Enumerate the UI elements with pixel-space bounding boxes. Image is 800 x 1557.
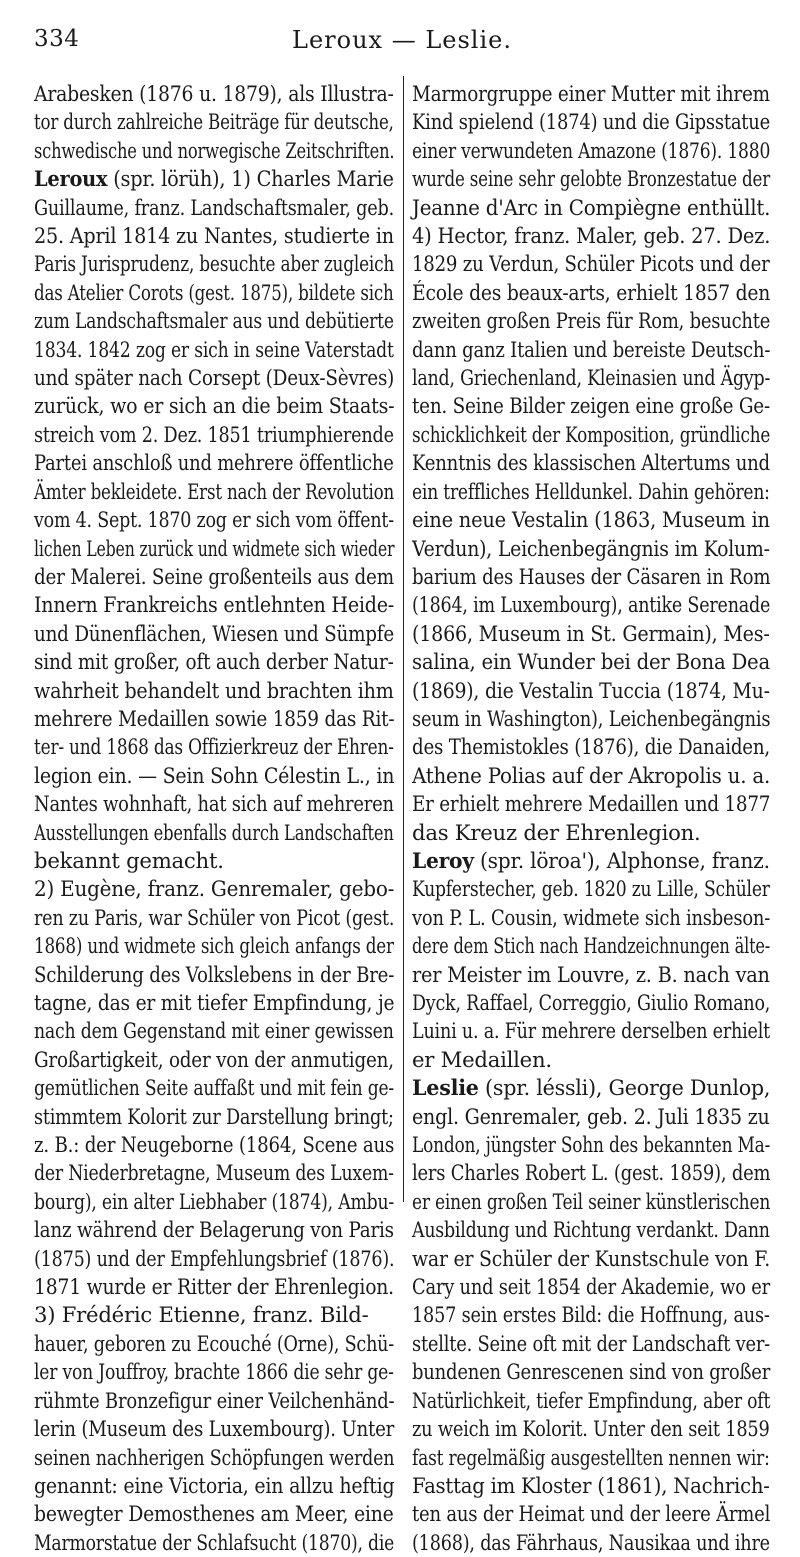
text-line: dann ganz Italien und bereiste Deutsch- xyxy=(412,336,771,362)
text-line: wahrheit behandelt und brachten ihm xyxy=(34,677,394,703)
text-line: der Malerei. Seine großenteils aus dem xyxy=(34,563,394,589)
text-line: gemütlichen Seite auffaßt und mit fein ge- xyxy=(34,1075,394,1101)
text-line: lerin (Museum des Luxembourg). Unter xyxy=(34,1416,395,1442)
text-line: Partei anschloß und mehrere öffentliche xyxy=(34,450,394,476)
headword: Leslie xyxy=(412,1075,479,1101)
text-line: und Dünenflächen, Wiesen und Sümpfe xyxy=(34,620,395,646)
text-line: 25. April 1814 zu Nantes, studierte in xyxy=(34,223,394,249)
text-line: z. B.: der Neugeborne (1864, Scene aus xyxy=(34,1132,395,1158)
text-line: Guillaume, franz. Landschaftsmaler, geb. xyxy=(34,194,395,220)
text-line: zu weich im Kolorit. Unter den seit 1859 xyxy=(412,1416,770,1442)
text-line: fast regelmäßig ausgestellten nennen wir: xyxy=(412,1444,770,1470)
text-line: 1834. 1842 zog er sich in seine Vaterstadt xyxy=(34,336,394,362)
text-line: Fasttag im Kloster (1861), Nachrich- xyxy=(412,1472,770,1498)
text-line: Ämter bekleidete. Erst nach der Revolution xyxy=(34,478,395,504)
text-line: Jeanne d'Arc in Compiègne enthüllt. xyxy=(412,194,771,220)
column-divider xyxy=(403,76,404,1202)
text-line: ter- und 1868 das Offizierkreuz der Ehren- xyxy=(34,734,394,760)
text-line: zurück, wo er sich an die beim Staats- xyxy=(34,393,395,419)
text-line: engl. Genremaler, geb. 2. Juli 1835 zu xyxy=(412,1103,770,1129)
text-line: zum Landschaftsmaler aus und debütierte xyxy=(34,308,394,334)
text-line: seinen nachherigen Schöpfungen werden xyxy=(34,1444,395,1470)
text-line: Natürlichkeit, tiefer Empfindung, aber oft xyxy=(412,1387,771,1413)
text-line: legion ein. — Sein Sohn Célestin L., in xyxy=(34,762,395,788)
text-line: land, Griechenland, Kleinasien und Ägyp- xyxy=(412,365,771,391)
text-line: London, jüngster Sohn des bekannten Ma- xyxy=(412,1132,771,1158)
text-line: Arabesken (1876 u. 1879), als Illustra- xyxy=(34,81,394,106)
text-line: zweiten großen Preis für Rom, besuchte xyxy=(412,308,771,334)
text-line: stimmtem Kolorit zur Darstellung bringt; xyxy=(34,1103,394,1129)
text-line: Innern Frankreichs entlehnten Heide- xyxy=(34,592,395,618)
text-line: Athene Polias auf der Akropolis u. a. xyxy=(412,762,771,788)
text-line: Nantes wohnhaft, hat sich auf mehreren xyxy=(34,791,394,817)
text-line: ten. Seine Bilder zeigen eine große Ge- xyxy=(412,393,770,419)
text-line: war er Schüler der Kunstschule von F. xyxy=(412,1245,770,1271)
text-line: lanz während der Belagerung von Paris xyxy=(34,1217,394,1243)
text-line: der Niederbretagne, Museum des Luxem- xyxy=(34,1160,394,1186)
text-line: ten aus der Heimat und der leere Ärmel xyxy=(412,1501,771,1527)
text-line: barium des Hauses der Cäsaren in Rom xyxy=(412,563,771,589)
text-line: das Atelier Corots (gest. 1875), bildete sich xyxy=(34,279,394,305)
text-line: Leslie (spr. léssli), George Dunlop, xyxy=(412,1075,771,1101)
text-line: wurde seine sehr gelobte Bronzestatue der xyxy=(412,166,770,192)
text-line: bundenen Genrescenen sind von großer xyxy=(412,1359,771,1385)
text-line: (1864, im Luxembourg), antike Serenade xyxy=(412,592,771,618)
headword: Leroux xyxy=(34,166,108,192)
text-line: Ausstellungen ebenfalls durch Landschaften xyxy=(34,819,394,845)
text-line: École des beaux-arts, erhielt 1857 den xyxy=(412,279,771,305)
text-line: 1871 wurde er Ritter der Ehrenlegion. xyxy=(34,1274,394,1300)
text-line: Paris Jurisprudenz, besuchte aber zugleich xyxy=(34,251,395,277)
headword: Leroy xyxy=(412,847,474,873)
text-line: hauer, geboren zu Ecouché (Orne), Schü- xyxy=(34,1330,395,1356)
text-line: Kind spielend (1874) und die Gipsstatue xyxy=(412,109,771,135)
text-line: dere dem Stich nach Handzeichnungen älte- xyxy=(412,933,771,959)
text-line: rer Meister im Louvre, z. B. nach van xyxy=(412,961,770,987)
text-line: von P. L. Cousin, widmete sich insbeson- xyxy=(412,904,771,930)
text-line: 2) Eugène, franz. Genremaler, gebo- xyxy=(34,876,395,902)
text-line: des Themistokles (1876), die Danaiden, xyxy=(412,734,770,760)
text-line: bourg), ein alter Liebhaber (1874), Ambu- xyxy=(34,1188,395,1214)
text-line: salina, ein Wunder bei der Bona Dea xyxy=(412,649,770,675)
text-line: stellte. Seine oft mit der Landschaft ver- xyxy=(412,1330,770,1356)
text-line: streich vom 2. Dez. 1851 triumphierende xyxy=(34,421,394,447)
text-line: bewegter Demosthenes am Meer, eine xyxy=(34,1501,394,1527)
text-line: das Kreuz der Ehrenlegion. xyxy=(412,819,701,845)
text-line: 4) Hector, franz. Maler, geb. 27. Dez. xyxy=(412,223,771,249)
text-line: vom 4. Sept. 1870 zog er sich vom öffent- xyxy=(34,507,394,533)
text-line: Cary und seit 1854 der Akademie, wo er xyxy=(412,1274,770,1300)
text-line: sind mit großer, oft auch derber Natur- xyxy=(34,649,394,675)
text-line: mehrere Medaillen sowie 1859 das Rit- xyxy=(34,705,395,731)
text-line: seum in Washington), Leichenbegängnis xyxy=(412,705,771,731)
text-line: lers Charles Robert L. (gest. 1859), dem xyxy=(412,1160,771,1186)
text-line: (1868), das Fährhaus, Nausikaa und ihre xyxy=(412,1529,770,1555)
text-line: Leroy (spr. löroa'), Alphonse, franz. xyxy=(412,847,770,873)
text-line: schwedische und norwegische Zeitschriften. xyxy=(34,137,395,163)
text-line: nach dem Gegenstand mit einer gewissen xyxy=(34,1018,394,1044)
text-line: 3) Frédéric Etienne, franz. Bild- xyxy=(34,1302,369,1328)
page-header xyxy=(34,22,770,62)
text-line: Schilderung des Volkslebens in der Bre- xyxy=(34,961,395,987)
text-line: Luini u. a. Für mehrere derselben erhielt xyxy=(412,1018,770,1044)
text-line: Dyck, Raffael, Correggio, Giulio Romano, xyxy=(412,990,771,1015)
text-line: Marmorstatue der Schlafsucht (1870), die xyxy=(34,1529,395,1555)
text-line: tagne, das er mit tiefer Empfindung, je xyxy=(34,990,395,1015)
text-line: 1868) und widmete sich gleich anfangs der xyxy=(34,933,394,959)
text-line: Marmorgruppe einer Mutter mit ihrem xyxy=(412,81,770,106)
text-line: tor durch zahlreiche Beiträge für deutsche, xyxy=(34,109,394,135)
text-line: er Medaillen. xyxy=(412,1046,552,1072)
text-line: lichen Leben zurück und widmete sich wieder xyxy=(34,535,395,561)
text-line: (1875) und der Empfehlungsbrief (1876). xyxy=(34,1245,395,1271)
page-number: 334 xyxy=(34,26,80,52)
text-line: er einen großen Teil seiner künstlerischen xyxy=(412,1188,771,1214)
text-line: (1869), die Vestalin Tuccia (1874, Mu- xyxy=(412,677,770,703)
text-line: Ausbildung und Richtung verdankt. Dann xyxy=(412,1217,770,1243)
text-line: schicklichkeit der Komposition, gründliche xyxy=(412,421,771,447)
text-line: einer verwundeten Amazone (1876). 1880 xyxy=(412,137,771,163)
text-line: Leroux (spr. lörüh), 1) Charles Marie xyxy=(34,166,394,192)
text-line: eine neue Vestalin (1863, Museum in xyxy=(412,507,770,533)
text-line: ren zu Paris, war Schüler von Picot (gest. xyxy=(34,904,395,930)
running-head: Leroux — Leslie. xyxy=(292,26,512,54)
text-line: Er erhielt mehrere Medaillen und 1877 xyxy=(412,791,771,817)
text-line: Kenntnis des klassischen Altertums und xyxy=(412,450,770,476)
text-line: ein treffliches Helldunkel. Dahin gehören: xyxy=(412,478,770,504)
text-line: genannt: eine Victoria, ein allzu heftig xyxy=(34,1472,395,1498)
text-line: bekannt gemacht. xyxy=(34,847,224,873)
text-line: Großartigkeit, oder von der anmutigen, xyxy=(34,1046,394,1072)
text-line: ler von Jouffroy, brachte 1866 die sehr ge- xyxy=(34,1359,394,1385)
right-column xyxy=(412,80,770,1557)
text-line: Kupferstecher, geb. 1820 zu Lille, Schüler xyxy=(412,876,770,902)
text-line: 1857 sein erstes Bild: die Hoffnung, aus- xyxy=(412,1302,770,1328)
text-line: 1829 zu Verdun, Schüler Picots und der xyxy=(412,251,770,277)
text-line: und später nach Corsept (Deux-Sèvres) xyxy=(34,365,395,391)
text-line: (1866, Museum in St. Germain), Mes- xyxy=(412,620,770,646)
text-line: Verdun), Leichenbegängnis im Kolum- xyxy=(412,535,770,561)
left-column xyxy=(34,80,394,1557)
text-line: rühmte Bronzefigur einer Veilchenhänd- xyxy=(34,1387,395,1413)
